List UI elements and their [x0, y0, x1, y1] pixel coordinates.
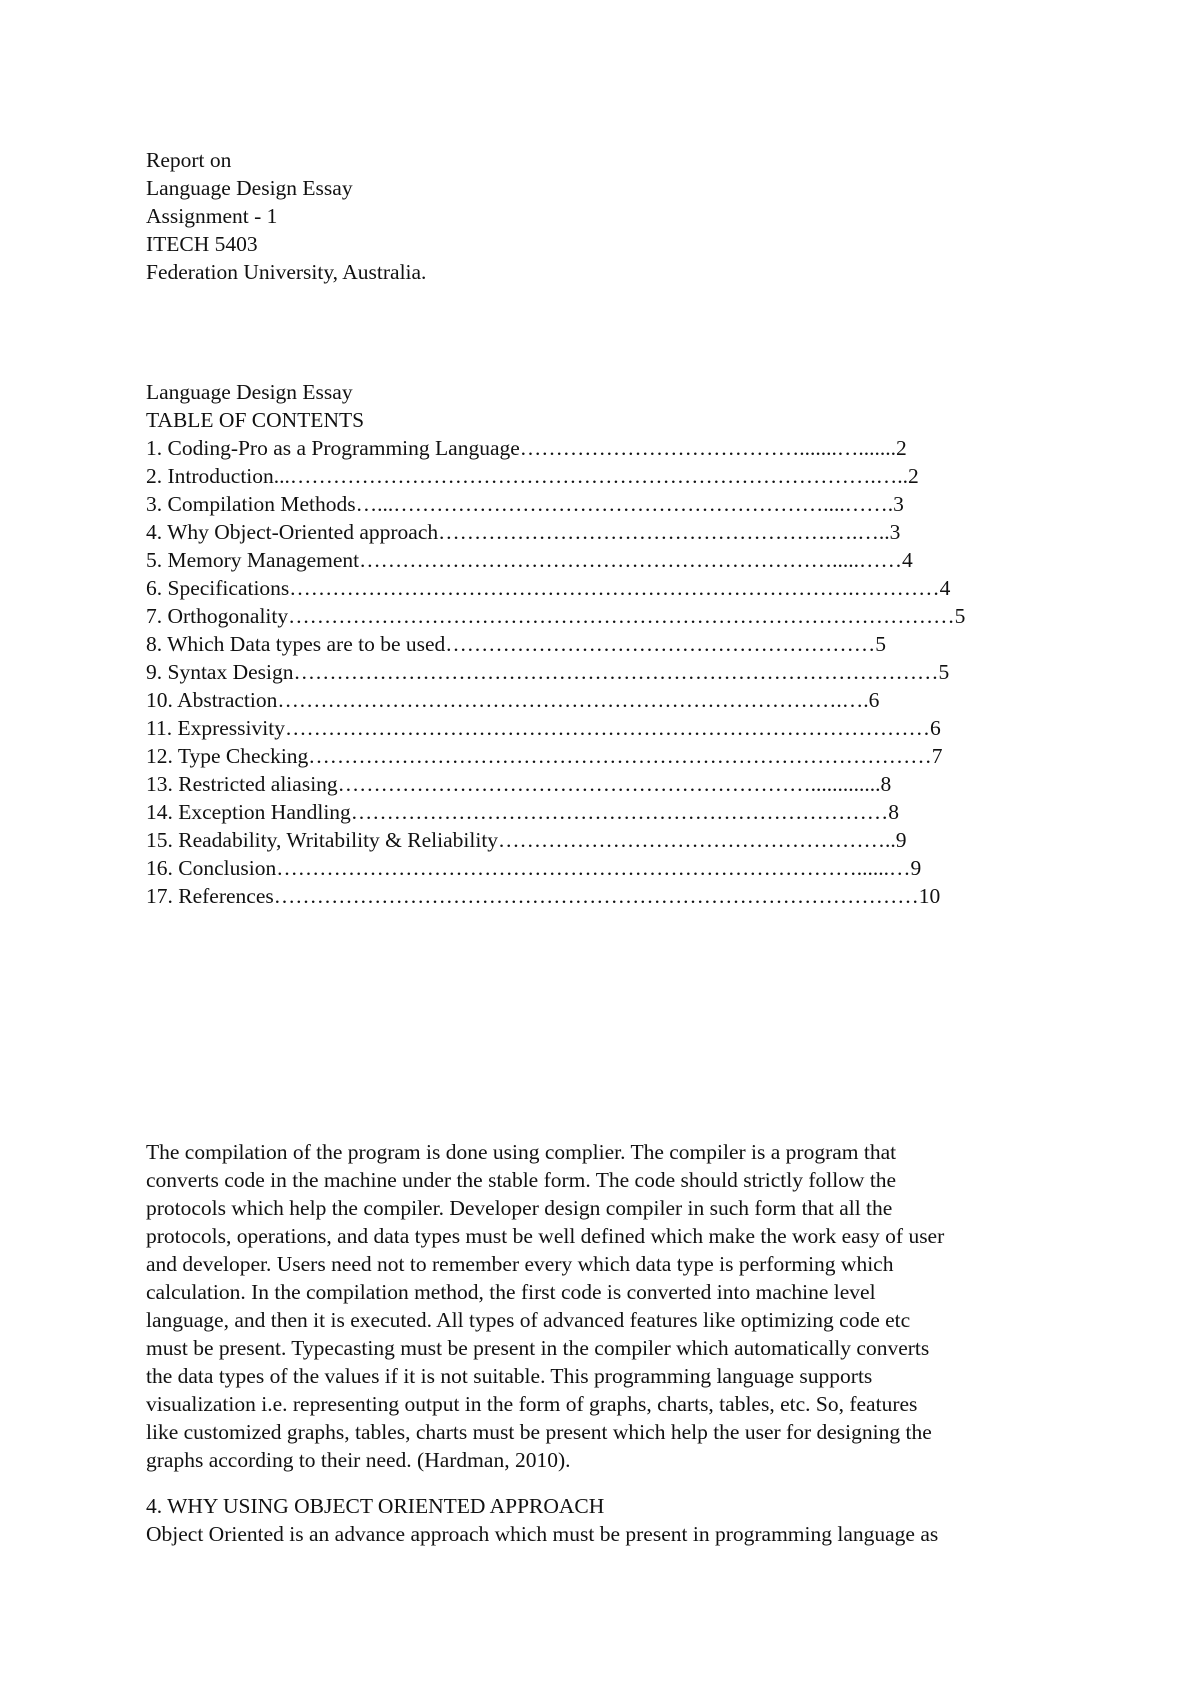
toc-entry: 9. Syntax Design………………………………………………………………………………5 — [146, 660, 950, 684]
section-first-line: Object Oriented is an advance approach which must be present in programming language as — [146, 1522, 939, 1546]
section-heading: 4. WHY USING OBJECT ORIENTED APPROACH — [146, 1494, 605, 1518]
toc-entry: 2. Introduction...……………………………………………………………………….…..2 — [146, 464, 919, 488]
compilation-paragraph — [146, 1138, 1066, 1474]
paragraph-line: graphs according to their need. (Hardman, 2010). — [146, 1448, 571, 1472]
paragraph-line: protocols which help the compiler. Developer design compiler in such form that all the — [146, 1196, 893, 1220]
body-text — [146, 1138, 1066, 1548]
paragraph-line: protocols, operations, and data types must be well defined which make the work easy of user — [146, 1224, 945, 1248]
toc-entry: 1. Coding-Pro as a Programming Language………………………………….......….......2 — [146, 436, 907, 460]
paragraph-line: The compilation of the program is done using complier. The compiler is a program that — [146, 1140, 897, 1164]
toc-entry: 14. Exception Handling…………………………………………………………………8 — [146, 800, 900, 824]
paragraph-line: converts code in the machine under the stable form. The code should strictly follow the — [146, 1168, 897, 1192]
toc-subject: Language Design Essay — [146, 380, 353, 404]
paragraph-line: must be present. Typecasting must be present in the compiler which automatically converts — [146, 1336, 930, 1360]
paragraph-line: like customized graphs, tables, charts must be present which help the user for designing the — [146, 1420, 932, 1444]
toc-entry: 11. Expressivity………………………………………………………………………………6 — [146, 716, 941, 740]
toc-entry: 6. Specifications…………………………………………………………………….…………4 — [146, 576, 951, 600]
toc-entry: 4. Why Object-Oriented approach……………………………………………….….…..3 — [146, 520, 901, 544]
paragraph-line: the data types of the values if it is not suitable. This programming language supports — [146, 1364, 873, 1388]
toc-entry: 10. Abstraction…………………………………………………………………….….6 — [146, 688, 880, 712]
paragraph-line: language, and then it is executed. All types of advanced features like optimizing code etc — [146, 1308, 911, 1332]
paragraph-line: visualization i.e. representing output in the form of graphs, charts, tables, etc. So, features — [146, 1392, 918, 1416]
cover-block — [146, 146, 426, 286]
cover-line-university: Federation University, Australia. — [146, 260, 427, 284]
toc-entry: 17. References………………………………………………………………………………10 — [146, 884, 941, 908]
toc-entry: 12. Type Checking……………………………………………………………………………7 — [146, 744, 943, 768]
cover-line-course-code: ITECH 5403 — [146, 232, 258, 256]
cover-line-title: Language Design Essay — [146, 176, 353, 200]
cover-line-report-on: Report on — [146, 148, 232, 172]
toc-entry: 13. Restricted aliasing………………………………………………………….............8 — [146, 772, 892, 796]
toc-entry: 8. Which Data types are to be used……………………………………………………5 — [146, 632, 887, 656]
toc-entry: 7. Orthogonality…………………………………………………………………………………5 — [146, 604, 966, 628]
section-spacer — [146, 1474, 1066, 1492]
paragraph-line: calculation. In the compilation method, the first code is converted into machine level — [146, 1280, 876, 1304]
toc-entry: 3. Compilation Methods…...……………………………………………………....…….3 — [146, 492, 904, 516]
paragraph-line: and developer. Users need not to remember every which data type is performing which — [146, 1252, 894, 1276]
table-of-contents — [146, 378, 965, 910]
toc-entry: 5. Memory Management………………………………………………………….....……4 — [146, 548, 913, 572]
toc-entry: 16. Conclusion………………………………………………………………………......…9 — [146, 856, 922, 880]
toc-heading: TABLE OF CONTENTS — [146, 408, 365, 432]
toc-entry: 15. Readability, Writability & Reliability………………………………………………..9 — [146, 828, 907, 852]
cover-line-assignment: Assignment - 1 — [146, 204, 278, 228]
